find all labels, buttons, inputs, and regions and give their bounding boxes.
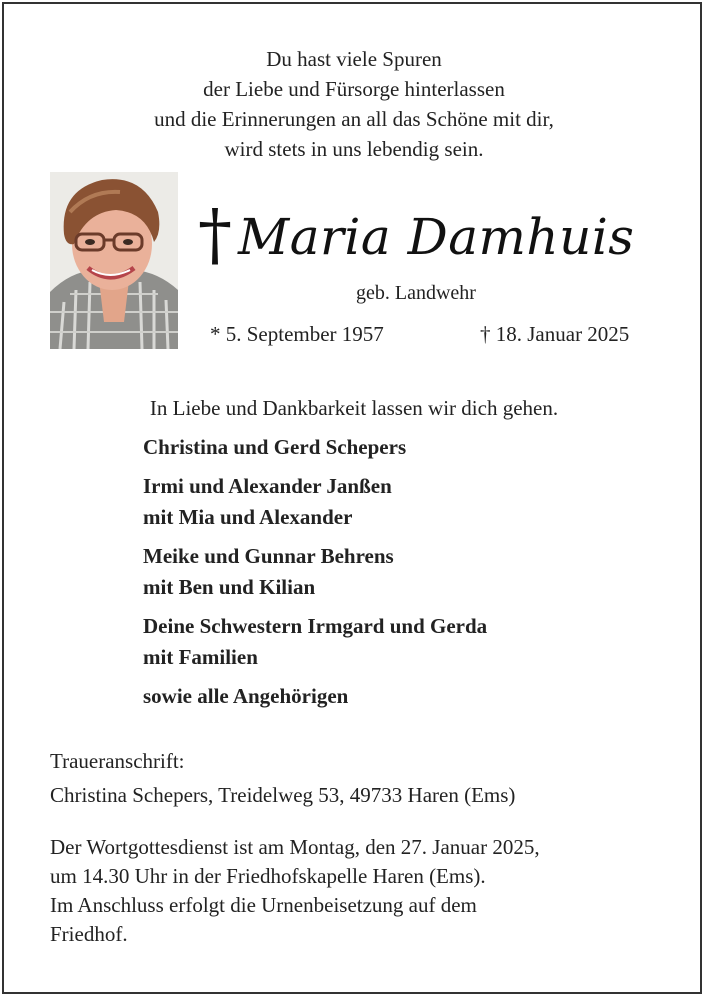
portrait-illustration xyxy=(50,172,178,349)
service-line: um 14.30 Uhr in der Friedhofskapelle Haren (Ems). xyxy=(50,864,486,888)
verse-line: Du hast viele Spuren xyxy=(266,47,442,71)
portrait-photo xyxy=(50,172,178,349)
mourner-line: Irmi und Alexander Janßen xyxy=(143,474,392,498)
deceased-name: Maria Damhuis xyxy=(238,208,635,266)
mourner-line: Deine Schwestern Irmgard und Gerda xyxy=(143,614,488,638)
mourner-group xyxy=(143,611,487,673)
service-line: Friedhof. xyxy=(50,922,128,946)
maiden-name: geb. Landwehr xyxy=(356,282,476,304)
mourner-line: mit Mia und Alexander xyxy=(143,505,353,529)
address-label: Traueranschrift: xyxy=(50,749,185,773)
mourning-address xyxy=(50,744,515,812)
farewell-line: In Liebe und Dankbarkeit lassen wir dich gehen. xyxy=(149,396,559,420)
birth-date: * 5. September 1957 xyxy=(210,322,384,346)
service-line: Im Anschluss erfolgt die Urnenbeisetzung auf dem xyxy=(50,893,477,917)
service-info xyxy=(50,833,540,949)
mourner-group xyxy=(143,432,487,463)
death-date: † 18. Januar 2025 xyxy=(480,322,630,346)
cross-icon: † xyxy=(198,196,232,275)
verse-line: wird stets in uns lebendig sein. xyxy=(224,137,484,161)
mourner-line: mit Ben und Kilian xyxy=(143,575,316,599)
mourner-line: Christina und Gerd Schepers xyxy=(143,435,407,459)
memorial-verse xyxy=(0,44,708,164)
mourner-line: mit Familien xyxy=(143,645,258,669)
mourner-group xyxy=(143,681,487,712)
address-line: Christina Schepers, Treidelweg 53, 49733 Haren (Ems) xyxy=(50,783,516,807)
verse-line: und die Erinnerungen an all das Schöne mit dir, xyxy=(154,107,554,131)
mourner-line: Meike und Gunnar Behrens xyxy=(143,544,394,568)
service-line: Der Wortgottesdienst ist am Montag, den 27. Januar 2025, xyxy=(50,835,540,859)
mourner-group xyxy=(143,541,487,603)
mourner-line: sowie alle Angehörigen xyxy=(143,684,349,708)
verse-line: der Liebe und Fürsorge hinterlassen xyxy=(203,77,505,101)
mourners-list xyxy=(143,432,487,720)
mourner-group xyxy=(143,471,487,533)
